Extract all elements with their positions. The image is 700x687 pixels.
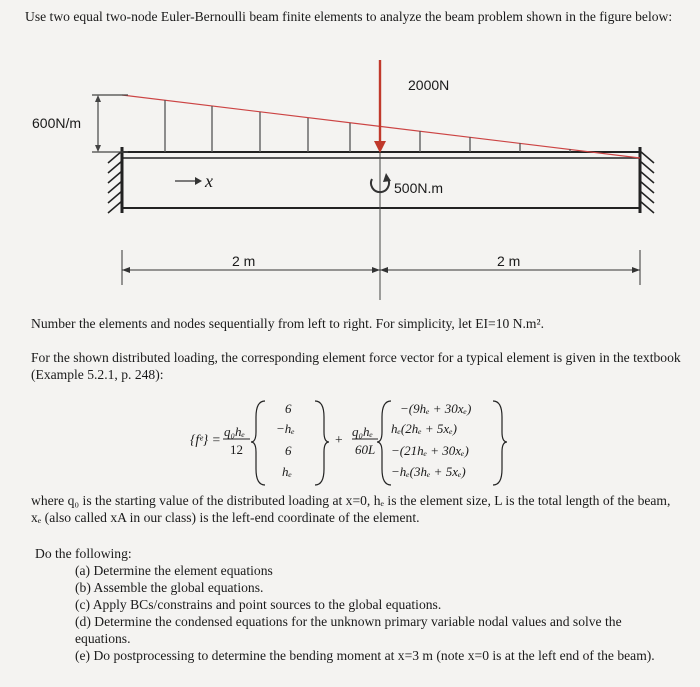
point-load-label: 2000N	[408, 77, 450, 93]
todo-item: (c) Apply BCs/constrains and point sources to the global equations.	[75, 597, 442, 612]
beam-figure	[0, 55, 700, 305]
right-wall-hatch	[640, 151, 654, 213]
coef1-num: q₀hₑ	[224, 424, 245, 439]
beam-diagram-svg	[0, 55, 700, 305]
vec1-3: hₑ	[282, 464, 292, 479]
problem-intro: Use two equal two-node Euler-Bernoulli beam finite elements to analyze the beam problem shown in the figure below:	[25, 9, 673, 24]
todo-heading: Do the following:	[35, 546, 132, 561]
vec1-2: 6	[285, 443, 292, 458]
paragraph-number: Number the elements and nodes sequentially from left to right. For simplicity, let EI=10 N.m².	[31, 316, 544, 331]
dim-left-label: 2 m	[232, 253, 256, 269]
vec2-0: −(9hₑ + 30xₑ)	[400, 401, 472, 416]
coef2-den: 60L	[355, 442, 376, 457]
equation-lhs: {fᵉ} =	[190, 432, 221, 447]
moment-label: 500N.m	[394, 180, 444, 196]
vec1-0: 6	[285, 401, 292, 416]
todo-item: (a) Determine the element equations	[75, 563, 273, 578]
todo-item: (d) Determine the condensed equations for the unknown primary variable nodal values and solve the equations.	[75, 614, 622, 646]
equation-plus: +	[335, 432, 343, 447]
todo-item: (b) Assemble the global equations.	[75, 580, 264, 595]
todo-list	[35, 545, 675, 664]
coef1-den: 12	[230, 442, 243, 457]
vec2-2: −(21hₑ + 30xₑ)	[391, 443, 469, 458]
distributed-load-label: 600N/m	[32, 115, 82, 131]
coef2-num: q₀hₑ	[352, 424, 373, 439]
vec1-1: −hₑ	[276, 421, 295, 436]
dim-right-label: 2 m	[497, 253, 521, 269]
vec2-1: hₑ(2hₑ + 5xₑ)	[391, 421, 457, 436]
force-vector-equation	[190, 397, 510, 487]
left-wall-hatch	[108, 151, 122, 213]
paragraph-where: where q₀ is the starting value of the distributed loading at x=0, hₑ is the element size, L is the total length of the beam, xₑ (also called xA in our class) is the left-end coordinate of the element.	[31, 493, 671, 525]
todo-item: (e) Do postprocessing to determine the bending moment at x=3 m (note x=0 is at the left end of the beam).	[75, 648, 655, 663]
paragraph-textbook: For the shown distributed loading, the corresponding element force vector for a typical element is given in the textbook (Example 5.2.1, p. 248):	[31, 350, 681, 382]
x-label: x	[205, 171, 213, 191]
vec2-3: −hₑ(3hₑ + 5xₑ)	[391, 464, 466, 479]
